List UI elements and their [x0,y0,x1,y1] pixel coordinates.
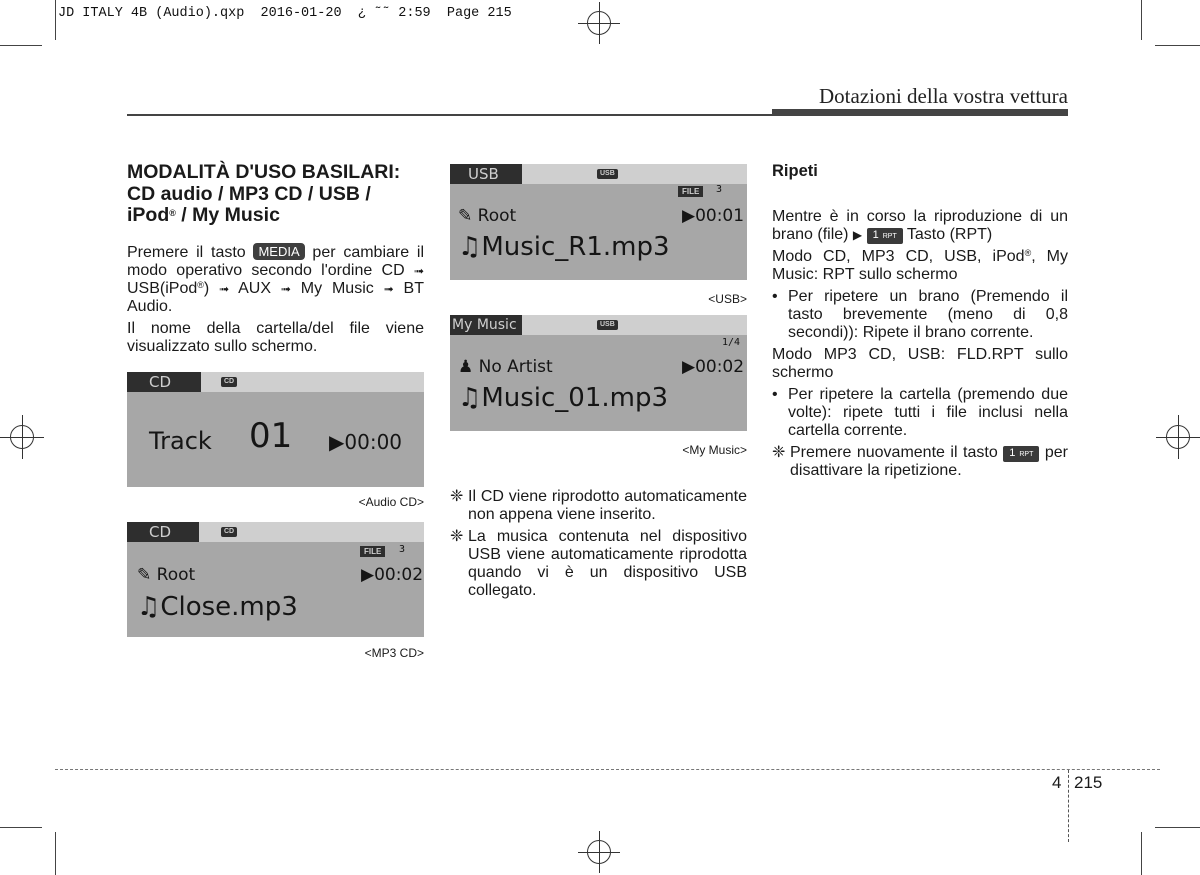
paragraph-mode-cd [772,248,1068,284]
chapter-number: 4 [1052,773,1062,792]
text: Tasto (RPT) [902,226,993,243]
registration-mark-icon [0,415,44,459]
arrow-icon: ➟ [219,281,230,296]
crop-mark [1155,45,1200,46]
footer-rule [55,769,1160,770]
crop-mark [1155,827,1200,828]
note-text: La musica contenuta nel dispositivo USB viene automaticamente riprodotta quando vi è un dispositivo USB collegato. [468,528,747,599]
lcd-audio-cd [127,372,424,487]
lcd-artist: ♟ No Artist [458,357,553,377]
note-icon: ❈ [772,444,786,461]
lcd-source-tab: My Music [450,315,522,335]
text: Premere il tasto [127,243,254,261]
crop-mark [0,45,42,46]
lcd-filename-text: Music_R1.mp3 [481,232,670,262]
text: BT Audio. [127,279,424,315]
play-icon: ▶ [852,228,863,242]
note-cd-autoplay [450,488,747,524]
usb-icon: USB [597,169,618,179]
note-usb-autoplay [450,528,747,600]
media-key-icon: MEDIA [253,243,304,260]
lcd-folder: ✎ Root [458,206,517,226]
text: USB(iPod [127,279,198,297]
bullet-icon: • [772,386,778,403]
cd-icon: CD [221,527,237,537]
heading-line-1: MODALITÀ D'USO BASILARI: [127,161,401,183]
caption-my-music: <My Music> [682,443,747,457]
bullet-icon: • [772,288,778,305]
text: per cambiare il modo operativo secondo l'ordine CD [127,243,424,279]
header-rule-thick [772,109,1068,116]
text: Modo CD, MP3 CD, USB, iPod [772,248,1025,265]
text: Mentre è in corso la riproduzione di un brano (file) [772,208,1068,243]
caption-usb: <USB> [708,292,747,306]
lcd-source-tab: CD [127,522,199,542]
lcd-source-tab: USB [450,164,522,184]
rpt-key-number: 1 [872,229,879,241]
registration-mark-icon [578,831,620,873]
paragraph-mode-order [127,243,424,316]
header-rule [127,114,772,116]
note-icon: ❈ [450,488,464,505]
crop-mark [1141,0,1142,40]
note-text [790,444,1068,480]
repeat-heading: Ripeti [772,162,818,180]
registered-mark: ® [197,279,204,290]
lcd-my-music [450,315,747,431]
crop-mark [55,0,56,40]
paragraph-folder-name: Il nome della cartella/del file viene visualizzato sullo schermo. [127,319,424,355]
rpt-key-label: RPT [1019,451,1034,458]
bullet-repeat-folder [772,386,1068,440]
heading-line-3-end: / My Music [175,204,280,226]
text: My Music [290,279,384,297]
text: AUX [229,279,281,297]
column-left [127,162,424,360]
arrow-icon: ➟ [413,263,424,278]
bullet-text: Per ripetere la cartella (premendo due volte): ripete tutti i file inclusi nella cartella corrente. [788,386,1068,439]
rpt-key-icon [1003,446,1039,462]
column-right [772,162,1068,484]
text: per disattivare la ripetizione. [790,444,1068,479]
main-heading [127,162,424,227]
text: , My Music: RPT sullo schermo [772,248,1069,283]
registered-mark: ® [169,208,176,218]
lcd-filename: ♫Music_01.mp3 [458,383,669,413]
lcd-filename: ♫Music_R1.mp3 [458,232,670,262]
crop-mark [0,827,42,828]
lcd-source-tab: CD [127,372,201,392]
lcd-play-time: ▶00:02 [682,357,745,377]
caption-mp3-cd: <MP3 CD> [364,646,424,660]
lcd-filename: ♫Close.mp3 [137,592,298,622]
lcd-folder-name: Root [477,206,517,226]
registration-mark-icon [1156,415,1200,459]
rpt-key-label: RPT [882,233,897,240]
section-title: Dotazioni della vostra vettura [819,84,1068,108]
crop-mark [55,832,56,875]
page-number: 215 [1074,773,1103,792]
registration-mark-icon [578,2,620,44]
lcd-play-time: ▶00:02 [361,565,424,585]
note-icon: ❈ [450,528,464,545]
paragraph-mode-mp3: Modo MP3 CD, USB: FLD.RPT sullo schermo [772,346,1068,381]
page-number-separator [1068,770,1069,842]
lcd-folder: ✎ Root [137,565,196,585]
heading-line-3: iPod [127,204,170,226]
lcd-folder-name: Root [156,565,196,585]
note-disable-repeat [772,444,1068,480]
file-badge: FILE [360,546,385,557]
usb-icon: USB [597,320,618,330]
lcd-track-label: Track [149,427,212,455]
lcd-usb [450,164,747,280]
lcd-mp3-cd [127,522,424,637]
bullet-repeat-track [772,288,1068,342]
file-badge: FILE [678,186,703,197]
print-info: JD ITALY 4B (Audio).qxp 2016-01-20 ¿ ˜˜ 2:59 Page 215 [58,6,512,21]
arrow-icon: ➟ [280,281,291,296]
lcd-artist-name: No Artist [478,357,553,377]
cd-icon: CD [221,377,237,387]
column-middle-notes [450,488,747,604]
file-number: 3 [716,184,723,195]
note-text: Il CD viene riprodotto automaticamente non appena viene inserito. [468,488,747,523]
rpt-key-number: 1 [1009,447,1016,459]
track-counter: 1/4 [722,337,741,348]
registered-mark: ® [1024,248,1032,258]
text: ) [203,279,220,297]
crop-mark [1141,832,1142,875]
rpt-key-icon [867,228,903,244]
bullet-text: Per ripetere un brano (Premendo il tasto brevemente (meno di 0,8 secondi)): Ripete il brano corrente. [788,288,1068,341]
file-number: 3 [399,544,406,555]
lcd-play-time: ▶00:01 [682,206,745,226]
caption-audio-cd: <Audio CD> [358,495,424,509]
arrow-icon: ➟ [383,281,394,296]
heading-line-2: CD audio / MP3 CD / USB / [127,182,371,205]
lcd-filename-text: Music_01.mp3 [481,383,669,413]
lcd-filename-text: Close.mp3 [160,592,298,622]
lcd-track-number: 01 [249,416,293,456]
text: Premere nuovamente il tasto [790,444,1004,461]
paragraph-repeat-intro [772,208,1068,244]
lcd-play-time: ▶00:00 [329,430,403,454]
